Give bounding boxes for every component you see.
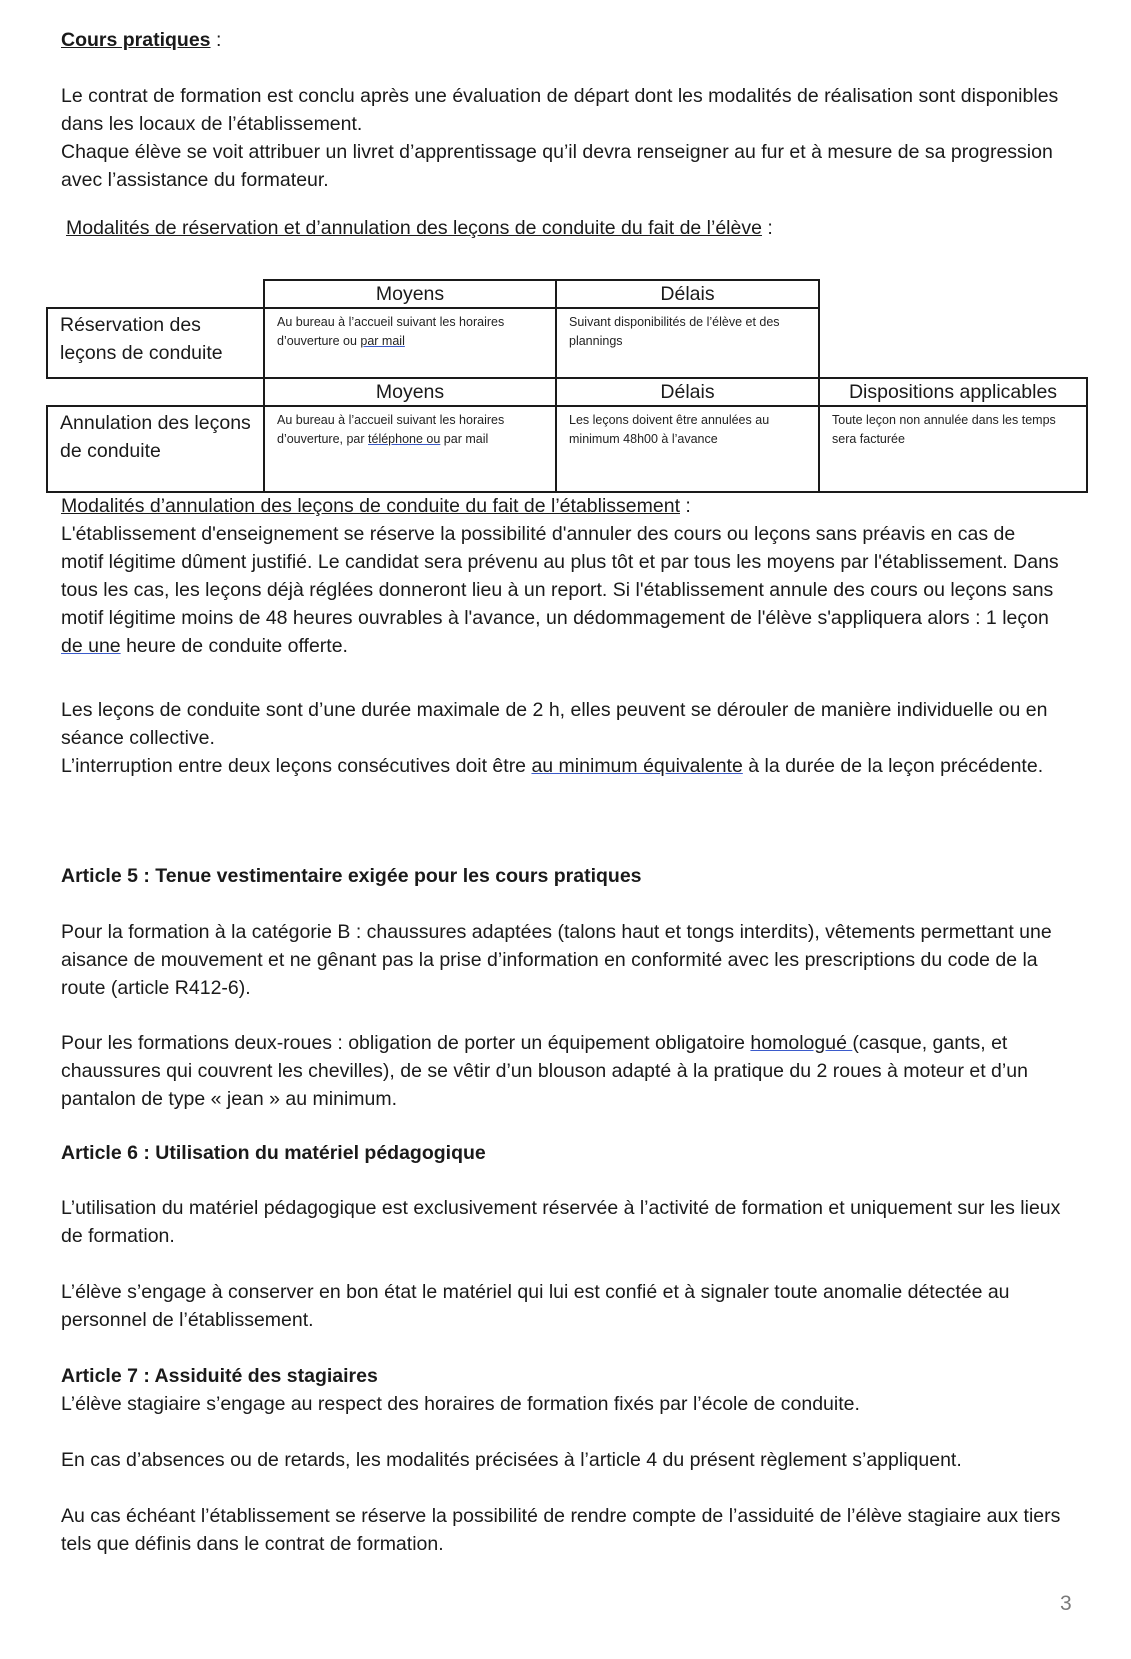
article-6-title: Article 6 : Utilisation du matériel pédagogique xyxy=(61,1142,486,1164)
page-number: 3 xyxy=(1060,1592,1072,1615)
row-label-reservation: Réservation des leçons de conduite xyxy=(47,308,264,378)
article-7-p2: En cas d’absences ou de retards, les modalités précisées à l’article 4 du présent règlement s’appliquent. xyxy=(61,1449,962,1471)
etab-title: Modalités d’annulation des leçons de conduite du fait de l’établissement : xyxy=(61,495,691,517)
article-7-p3: Au cas échéant l’établissement se réserve la possibilité de rendre compte de l’assiduité de l’élève stagiaire aux tiers tels que définis dans le contrat de formation. xyxy=(61,1505,1061,1555)
paragraph-contrat: Le contrat de formation est conclu après une évaluation de départ dont les modalités de réalisation sont disponibles dans les locaux de l’établissement. Chaque élève se voit attribuer un livret d’apprentissage qu’il devra renseigner au fur et à mesure de sa progression avec l’assistance du formateur. xyxy=(61,85,1059,191)
cell-annulation-delais: Les leçons doivent être annulées au minimum 48h00 à l’avance xyxy=(556,406,819,492)
cell-annulation-moyens: Au bureau à l’accueil suivant les horaires d’ouverture, par téléphone ou par mail xyxy=(264,406,556,492)
article-7-p1: L’élève stagiaire s’engage au respect des horaires de formation fixés par l’école de conduite. xyxy=(61,1393,860,1415)
header-dispositions: Dispositions applicables xyxy=(819,378,1087,406)
header-moyens: Moyens xyxy=(264,280,556,308)
paragraph-duree: Les leçons de conduite sont d’une durée maximale de 2 h, elles peuvent se dérouler de manière individuelle ou en séance collective. L’interruption entre deux leçons consécutives doit être au minimum équivalente à la durée de la leçon précédente. xyxy=(61,699,1048,777)
reservation-table xyxy=(46,279,1088,493)
section-heading-cours-pratiques: Cours pratiques : xyxy=(61,29,222,51)
link-par-mail: par mail xyxy=(360,334,405,348)
article-5-p1: Pour la formation à la catégorie B : chaussures adaptées (talons haut et tongs interdits), vêtements permettant une aisance de mouvement et ne gênant pas la prise d’information en conformité avec les prescriptions du code de la route (article R412-6). xyxy=(61,921,1052,999)
cell-reservation-delais: Suivant disponibilités de l’élève et des plannings xyxy=(556,308,819,378)
article-6-p1: L’utilisation du matériel pédagogique est exclusivement réservée à l’activité de formation et uniquement sur les lieux de formation. xyxy=(61,1197,1061,1247)
article-5-p2: Pour les formations deux-roues : obligation de porter un équipement obligatoire homologué (casque, gants, et chaussures qui couvrent les chevilles), de se vêtir d’un blouson adapté à la pratique du 2 roues à moteur et d’un pantalon de type « jean » au minimum. xyxy=(61,1032,1028,1110)
article-6-p2: L’élève s’engage à conserver en bon état le matériel qui lui est confié et à signaler toute anomalie détectée au personnel de l’établissement. xyxy=(61,1281,1010,1331)
article-5-title: Article 5 : Tenue vestimentaire exigée pour les cours pratiques xyxy=(61,865,642,887)
header-delais-2: Délais xyxy=(556,378,819,406)
paragraph-etab-annulation: L'établissement d'enseignement se réserve la possibilité d'annuler des cours ou leçons sans préavis en cas de motif légitime dûment justifié. Le candidat sera prévenu au plus tôt et par tous les moyens par l'établissement. Dans tous les cas, les leçons déjà réglées donneront lieu à un report. Si l'établissement annule des cours ou leçons sans motif légitime moins de 48 heures ouvrables à l'avance, un dédommagement de l'élève s'appliquera alors : 1 leçon de une heure de conduite offerte. xyxy=(61,523,1059,657)
header-delais: Délais xyxy=(556,280,819,308)
row-label-annulation: Annulation des leçons de conduite xyxy=(47,406,264,492)
header-moyens-2: Moyens xyxy=(264,378,556,406)
cell-reservation-moyens: Au bureau à l’accueil suivant les horaires d’ouverture ou par mail xyxy=(264,308,556,378)
reservation-title: Modalités de réservation et d’annulation des leçons de conduite du fait de l’élève : xyxy=(66,217,773,239)
article-7-title: Article 7 : Assiduité des stagiaires xyxy=(61,1365,378,1387)
cell-annulation-dispositions: Toute leçon non annulée dans les temps sera facturée xyxy=(819,406,1087,492)
